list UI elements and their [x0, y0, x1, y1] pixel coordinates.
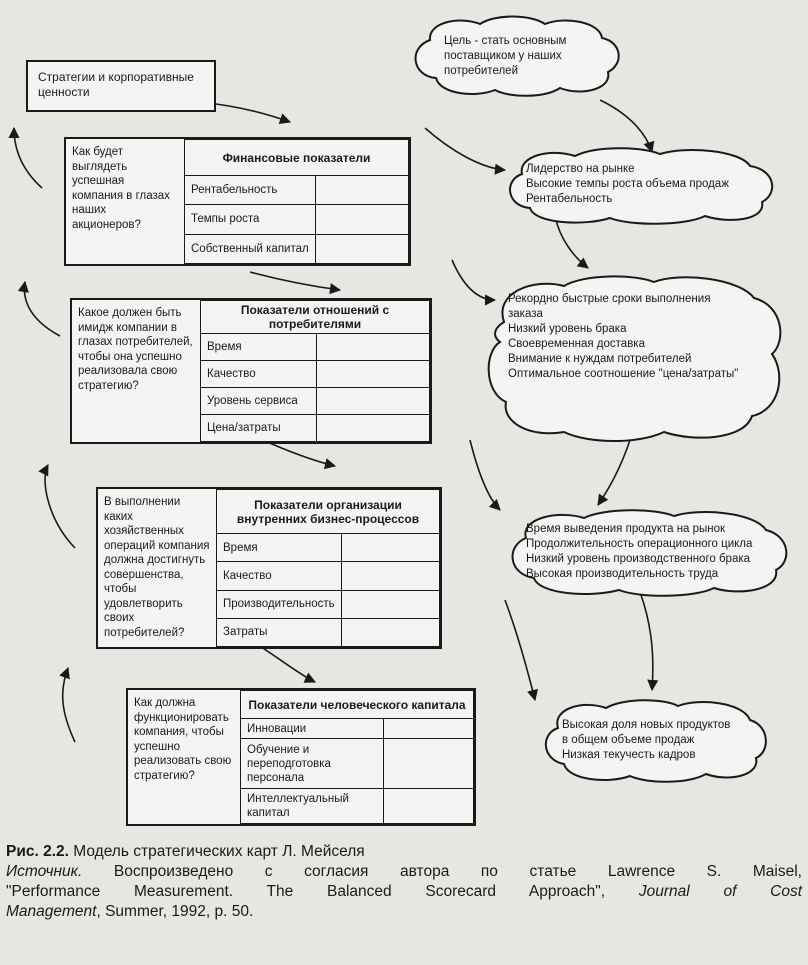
arrow-customer-q-to-finance	[24, 282, 60, 336]
strategy-box	[26, 60, 216, 112]
cloud3-line-2: Продолжительность операционного цикла	[526, 538, 753, 550]
customer-cell-4	[317, 415, 430, 442]
caption-line-4	[6, 902, 802, 922]
source-text: Воспроизведено с согласия автора по статье Lawrence S. Maisel,	[113, 863, 802, 880]
customer-row-3: Уровень сервиса	[201, 388, 317, 415]
arrow-cloud3-to-cloud4	[640, 592, 653, 690]
financial-goals-cloud	[500, 144, 782, 226]
cloud2-line-3: Низкий уровень брака	[508, 323, 627, 335]
financial-cell-2	[316, 205, 409, 234]
financial-cell-3	[316, 234, 409, 263]
financial-row-3: Собственный капитал	[185, 234, 316, 263]
cloud4-line-3: Низкая текучесть кадров	[562, 749, 696, 761]
cloud4-line-2: в общем объеме продаж	[562, 734, 695, 746]
financial-row-1: Рентабельность	[185, 176, 316, 205]
cloud2-line-4: Своевременная доставка	[508, 338, 645, 350]
process-cell-4	[341, 618, 439, 646]
customer-cell-3	[317, 388, 430, 415]
financial-question: Как будет выглядеть успешная компания в глазах наших акционеров?	[72, 146, 170, 231]
cloud3-line-4: Высокая производительность труда	[526, 568, 719, 580]
customer-goals-cloud	[484, 272, 788, 444]
cloud3-line-1: Время выведения продукта на рынок	[526, 523, 726, 535]
customer-row-2: Качество	[201, 361, 317, 388]
journal-name: Journal of Cost	[638, 883, 803, 900]
cloud4-line-1: Высокая доля новых продуктов	[562, 719, 731, 731]
process-row-2: Качество	[217, 562, 342, 590]
cloud1-line-3: Рентабельность	[526, 193, 613, 205]
arrow-human-q-to-process	[63, 668, 75, 742]
customer-card	[70, 298, 432, 444]
customer-row-4: Цена/затраты	[201, 415, 317, 442]
arrow-finance-to-cloud1	[425, 128, 505, 170]
human-capital-row-3: Интеллектуальный капитал	[241, 788, 384, 823]
cloud2-line-5: Внимание к нуждам потребителей	[508, 353, 692, 365]
process-table	[216, 489, 440, 647]
financial-row-2: Темпы роста	[185, 205, 316, 234]
figure-caption	[6, 842, 802, 922]
process-card	[96, 487, 442, 649]
cloud2-line-6: Оптимальное соотношение "цена/затраты"	[508, 368, 739, 380]
human-capital-table	[240, 690, 474, 824]
cloud1-line-2: Высокие темпы роста объема продаж	[526, 178, 729, 190]
human-capital-card	[126, 688, 476, 826]
human-capital-cell-2	[384, 739, 474, 789]
process-row-4: Затраты	[217, 618, 342, 646]
financial-title: Финансовые показатели	[185, 140, 409, 176]
financial-card	[64, 137, 411, 266]
strategy-text: Стратегии и корпоративные ценности	[38, 70, 194, 99]
financial-table	[184, 139, 409, 264]
arrow-customer-to-cloud3	[470, 440, 500, 510]
process-cell-1	[341, 534, 439, 562]
human-capital-title: Показатели человеческого капитала	[241, 691, 474, 719]
cloud2-line-2: заказа	[508, 308, 543, 320]
journal-name-cont: Management	[6, 903, 97, 920]
article-title: "Performance Measurement. The Balanced Scorecard Approach",	[6, 883, 606, 900]
customer-title: Показатели отношений с потребителями	[201, 301, 430, 334]
goal-text: Цель - стать основным поставщиком у наших потребителей	[444, 35, 567, 77]
arrow-finance-to-customer	[250, 272, 340, 290]
process-goals-cloud	[504, 508, 794, 598]
caption-line-2	[6, 862, 802, 882]
cloud1-line-1: Лидерство на рынке	[526, 163, 635, 175]
customer-question: Какое должен быть имидж компании в глазах потребителей, чтобы она успешно реализовала свою стратегию?	[78, 307, 193, 392]
process-question: В выполнении каких хозяйственных операций компания должна достигнуть совершенства, чтобы удовлетворить своих потребителей?	[104, 496, 210, 639]
human-capital-row-1: Инновации	[241, 719, 384, 739]
customer-row-1: Время	[201, 334, 317, 361]
process-title: Показатели организации внутренних бизнес-процессов	[217, 490, 440, 534]
cloud3-line-3: Низкий уровень производственного брака	[526, 553, 751, 565]
caption-line-3	[6, 882, 802, 902]
customer-table	[200, 300, 430, 442]
goal-cloud	[400, 12, 626, 98]
arrow-process-to-cloud4	[505, 600, 535, 700]
process-row-3: Производительность	[217, 590, 342, 618]
process-cell-2	[341, 562, 439, 590]
human-capital-question: Как должна функционировать компания, чтобы успешно реализовать свою стратегию?	[134, 697, 232, 782]
arrow-cloud2-to-cloud3	[598, 440, 630, 505]
process-row-1: Время	[217, 534, 342, 562]
caption-line-1	[6, 842, 802, 862]
source-label: Источник.	[6, 863, 83, 880]
arrow-finance-question-to-strategy	[14, 128, 42, 188]
human-capital-row-2: Обучение и переподготовка персонала	[241, 739, 384, 789]
customer-cell-1	[317, 334, 430, 361]
cloud2-line-1: Рекордно быстрые сроки выполнения	[508, 293, 711, 305]
human-capital-cell-3	[384, 788, 474, 823]
process-cell-3	[341, 590, 439, 618]
customer-cell-2	[317, 361, 430, 388]
human-capital-goals-cloud	[538, 696, 770, 784]
human-capital-cell-1	[384, 719, 474, 739]
arrow-process-q-to-customer	[45, 465, 75, 548]
figure-label: Рис. 2.2.	[6, 843, 69, 860]
figure-title: Модель стратегических карт Л. Мейселя	[73, 843, 365, 860]
journal-issue: , Summer, 1992, p. 50.	[96, 903, 254, 920]
financial-cell-1	[316, 176, 409, 205]
